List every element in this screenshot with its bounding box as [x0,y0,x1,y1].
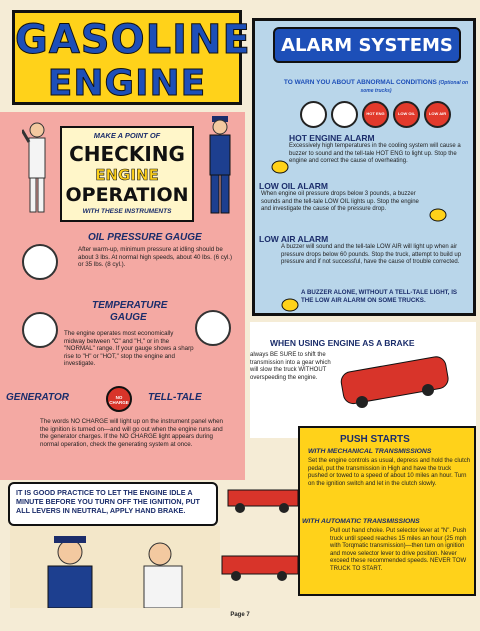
alarm-subtitle-main: TO WARN YOU ABOUT ABNORMAL CONDITIONS [283,79,437,86]
push-truck-illustration [220,548,300,584]
mechanical-text: Set the engine controls as usual, depress and hold the clutch pedal, put the transmission in High and have the truck pushed or towed to a speed of about 10 miles an hour. Turn on the ignition switch and let in the clutch slowly. [308,458,471,487]
checking-label: CHECKING [69,142,185,166]
alarm-subtitle [281,79,471,95]
alarm-systems-panel [252,18,476,316]
brake-heading: WHEN USING ENGINE AS A BRAKE [270,338,415,348]
lamp-hot-eng: HOT ENG [362,101,389,128]
tow-truck-illustration [226,480,300,516]
oil-gauge-icon [22,244,58,280]
temperature-heading-2: GAUGE [110,312,147,323]
oil-gauge-heading: OIL PRESSURE GAUGE [88,232,202,243]
temperature-gauge-icon-2 [195,310,231,346]
title-banner [12,10,251,105]
bee-icon-3 [279,295,301,313]
alarm-title: ALARM SYSTEMS [273,27,461,63]
bee-icon-2 [427,205,449,223]
alarm-lamps [300,101,470,129]
temperature-heading-1: TEMPERATURE [92,300,168,311]
automatic-heading: WITH AUTOMATIC TRANSMISSIONS [302,518,420,525]
with-instruments-label: WITH THESE INSTRUMENTS [82,208,172,215]
oil-gauge-text: After warm-up, minimum pressure at idling should be about 3 lbs. At normal high speeds, about 40 lbs. (6 cyl.) or 35 lbs. (8 cyl.). [78,246,233,268]
make-point-label: MAKE A POINT OF [93,131,161,140]
alarm-subtitle-note: (Optional on some trucks) [360,80,469,94]
engine-brake-section [250,322,476,438]
lamp-2 [331,101,358,128]
idle-text: IT IS GOOD PRACTICE TO LET THE ENGINE IDLE A MINUTE BEFORE YOU TURN OFF THE IGNITION, PUT ALL LEVERS IN NEUTRAL, APPLY HAND BRAKE. [16,488,200,515]
page-number: Page 7 [230,612,250,618]
buzzer-note: A BUZZER ALONE, WITHOUT A TELL-TALE LIGHT, IS THE LOW AIR ALARM ON SOME TRUCKS. [301,289,458,304]
no-charge-badge: NO CHARGE [106,386,132,412]
low-air-heading: LOW AIR ALARM [259,234,329,244]
mechanic-illustration [22,120,52,220]
lamp-low-oil: LOW OIL [393,101,420,128]
idle-note [8,482,218,526]
bee-icon [269,157,291,175]
hot-engine-text: Excessively high temperatures in the cooling system will cause a buzzer to sound and the tell-tale HOT ENG to light up. Stop the engine and correct the cause of overheating. [289,143,461,165]
title-line2: ENGINE [47,63,207,104]
automatic-text: Pull out hand choke. Put selector lever at "N". Push truck until speed reaches 15 miles an hour (25 mph with Torqmatic transmission)—then turn on ignition and move selector lever to drive position. Never exceed these recommended speeds. NEVER TOW TRUCK TO START. [330,528,467,572]
operation-label: OPERATION [65,184,189,206]
push-starts-panel [298,426,476,596]
temperature-gauge-icon [22,312,58,348]
driver-illustration [204,114,238,218]
tell-tale-heading: TELL-TALE [148,392,202,403]
mechanical-heading: WITH MECHANICAL TRANSMISSIONS [308,448,432,455]
push-title: PUSH STARTS [340,434,410,445]
low-oil-text: When engine oil pressure drops below 3 pounds, a buzzer sounds and the tell-tale LOW OIL lights up. Stop the engine and investigate the cause of the pressure drop. [261,191,419,213]
low-oil-heading: LOW OIL ALARM [259,181,328,191]
driver-cab-illustration [10,526,220,608]
pink-lower-section [0,300,245,480]
checking-box [60,126,194,222]
low-air-text: A buzzer will sound and the tell-tale LOW AIR will light up when air pressure drops below 60 pounds. Stop the truck, attempt to build up pressure and if not successful, have the cause of trouble corrected. [281,244,462,266]
bus-illustration [336,352,456,414]
engine-label: ENGINE [95,166,159,184]
temperature-text: The engine operates most economically midway between "C" and "H," or in the "NORMAL" range. If your gauge shows a sharp rise to "H" or "HOT," stop the engine and investigate. [64,330,194,367]
lamp-low-air: LOW AIR [424,101,451,128]
hot-engine-heading: HOT ENGINE ALARM [289,133,375,143]
title-line1: GASOLINE [15,17,251,63]
checking-section [0,112,245,300]
generator-heading: GENERATOR [6,392,69,403]
generator-text: The words NO CHARGE will light up on the instrument panel when the ignition is turned on—and will go out when the engine runs and the generator charges. If the NO CHARGE light appears during normal operation, check the generating system at once. [40,418,223,448]
lamp-1 [300,101,327,128]
brake-text: always BE SURE to shift the transmission into a gear which will slow the truck WITHOUT overspeeding the engine. [250,352,331,381]
